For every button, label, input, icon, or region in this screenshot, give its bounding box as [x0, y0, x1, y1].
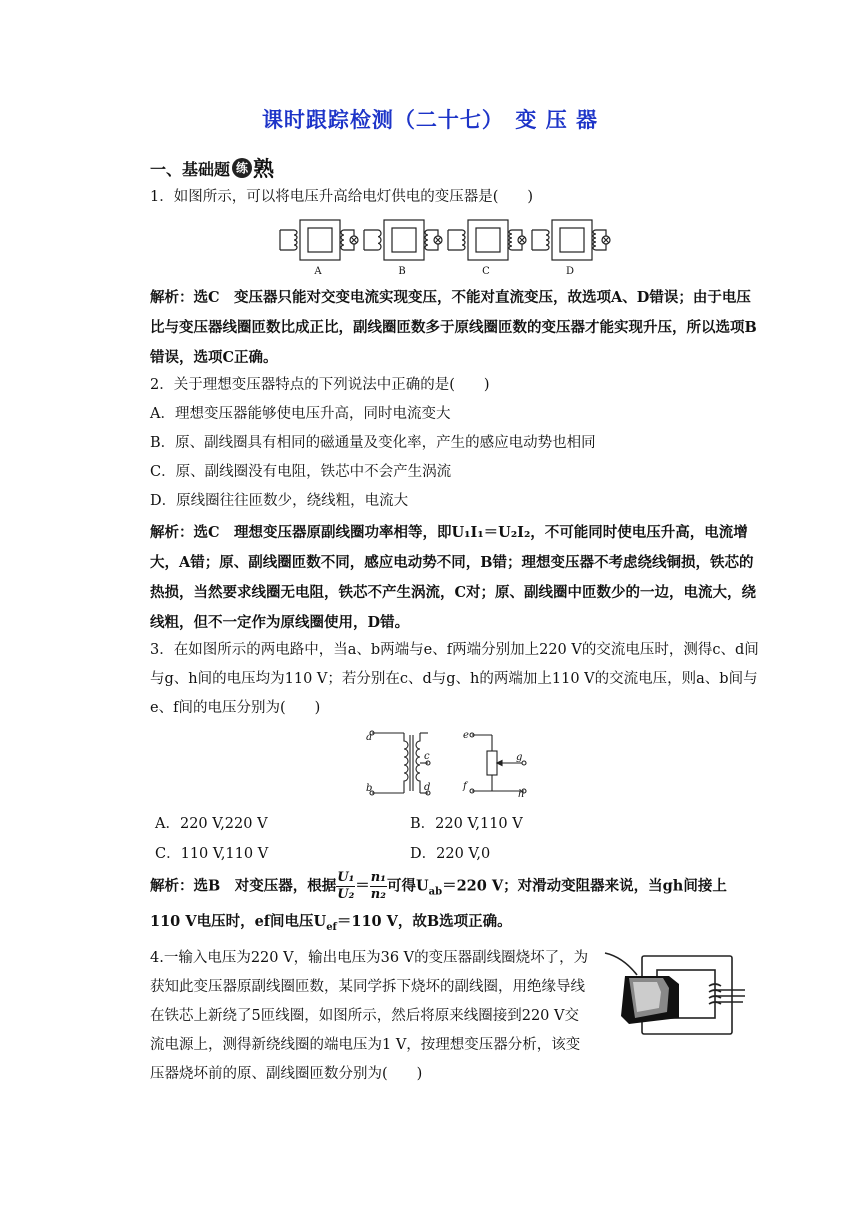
q1-fig-label-a: A — [314, 266, 322, 277]
q2-option-b: B．原、副线圈具有相同的磁通量及变化率，产生的感应电动势也相同 — [150, 435, 596, 451]
q3-option-a: A．220 V,220 V — [155, 816, 268, 832]
q3-analysis — [150, 870, 762, 943]
subscript-ef: ef — [326, 922, 337, 934]
q2-option-a: A．理想变压器能够使电压升高，同时电流变大 — [150, 406, 451, 422]
fig-label-e: e — [463, 730, 469, 741]
fig-label-d: d — [424, 782, 431, 793]
q3-option-b: B．220 V,110 V — [410, 816, 523, 832]
q2-option-d: D．原线圈往往匝数少，绕线粗，电流大 — [150, 493, 409, 509]
q4-figure — [605, 948, 745, 1043]
fig-label-f: f — [463, 781, 467, 792]
q3-analysis-mid2: ＝220 V；对滑动变阻器来说，当gh间接上 — [442, 877, 727, 895]
fig-label-b: b — [366, 783, 373, 794]
q3-analysis-line2: 110 V电压时，ef间电压U — [150, 913, 327, 931]
q2-analysis — [150, 518, 760, 638]
q2-stem: 2．关于理想变压器特点的下列说法中正确的是( ) — [150, 377, 490, 393]
q3-option-c: C．110 V,110 V — [155, 846, 269, 862]
q1-fig-label-c: C — [482, 266, 490, 277]
section-big-char: 熟 — [253, 157, 275, 181]
q2-analysis-text: 解析：选C 理想变压器原副线圈功率相等，即U₁I₁＝U₂I₂，不可能同时使电压升高，电流增大，A错；原、副线圈匝数不同，感应电动势不同，B错；理想变压器不考虑绕线铜损，铁芯的热损，当然要求线圈无电阻，铁芯不产生涡流，C对；原、副线圈中匝数少的一边，电流大，绕线粗，但不一定作为原线圈使用，D错。 — [150, 524, 757, 631]
fig-label-g: g — [516, 752, 523, 763]
q1-analysis — [150, 283, 760, 373]
section-badge: 练 — [232, 158, 252, 178]
fraction-u1-u2 — [336, 870, 355, 903]
fig-label-h: h — [518, 789, 525, 800]
section-heading — [150, 153, 274, 183]
subscript-ab: ab — [428, 886, 443, 898]
frac-num: n₁ — [370, 870, 386, 885]
q3-stem: 3．在如图所示的两电路中，当a、b两端与e、f两端分别加上220 V的交流电压时，测得c、d间与g、h间的电压均为110 V；若分别在c、d与g、h的两端加上110 V的交流电压，则a、b间与e、f间的电压分别为( ) — [150, 642, 759, 716]
q1-figure — [278, 216, 618, 278]
fig-label-c: c — [424, 751, 430, 762]
q3-analysis-end: ＝110 V，故B选项正确。 — [336, 913, 512, 931]
section-label: 一、基础题 — [150, 159, 231, 179]
fraction-n1-n2 — [370, 870, 387, 903]
page-title: 课时跟踪检测（二十七） 变 压 器 — [261, 108, 599, 132]
q1-stem: 1．如图所示，可以将电压升高给电灯供电的变压器是( ) — [150, 189, 534, 205]
q3-option-d: D．220 V,0 — [410, 846, 491, 862]
q1-analysis-text: 解析：选C 变压器只能对交变电流实现变压，不能对直流变压，故选项A、D错误；由于电压比与变压器线圈匝数比成正比，副线圈匝数多于原线圈匝数的变压器才能实现升压，所以选项B错误，选项C正确。 — [150, 289, 757, 366]
frac-num: U₁ — [337, 870, 355, 885]
q2-option-c: C．原、副线圈没有电阻，铁芯中不会产生涡流 — [150, 464, 452, 480]
q1-fig-label-b: B — [398, 266, 406, 277]
frac-den: n₂ — [370, 887, 386, 902]
fig-label-a: a — [366, 732, 372, 743]
q3-figure — [360, 725, 530, 800]
q1-fig-label-d: D — [565, 266, 575, 277]
equals-sign: ＝ — [355, 877, 370, 895]
q4-stem: 4.一输入电压为220 V，输出电压为36 V的变压器副线圈烧坏了，为获知此变压器原副线圈匝数，某同学拆下烧坏的副线圈，用绝缘导线在铁芯上新绕了5匝线圈，如图所示，然后将原来线圈接到220 V交流电源上，测得新绕线圈的端电压为1 V，按理想变压器分析，该变压器烧坏前的原、副线圈匝数分别为( ) — [150, 950, 589, 1082]
q3-analysis-mid: 可得U — [386, 877, 429, 895]
frac-den: U₂ — [337, 887, 355, 902]
q3-analysis-pre: 解析：选B 对变压器，根据 — [150, 877, 337, 895]
